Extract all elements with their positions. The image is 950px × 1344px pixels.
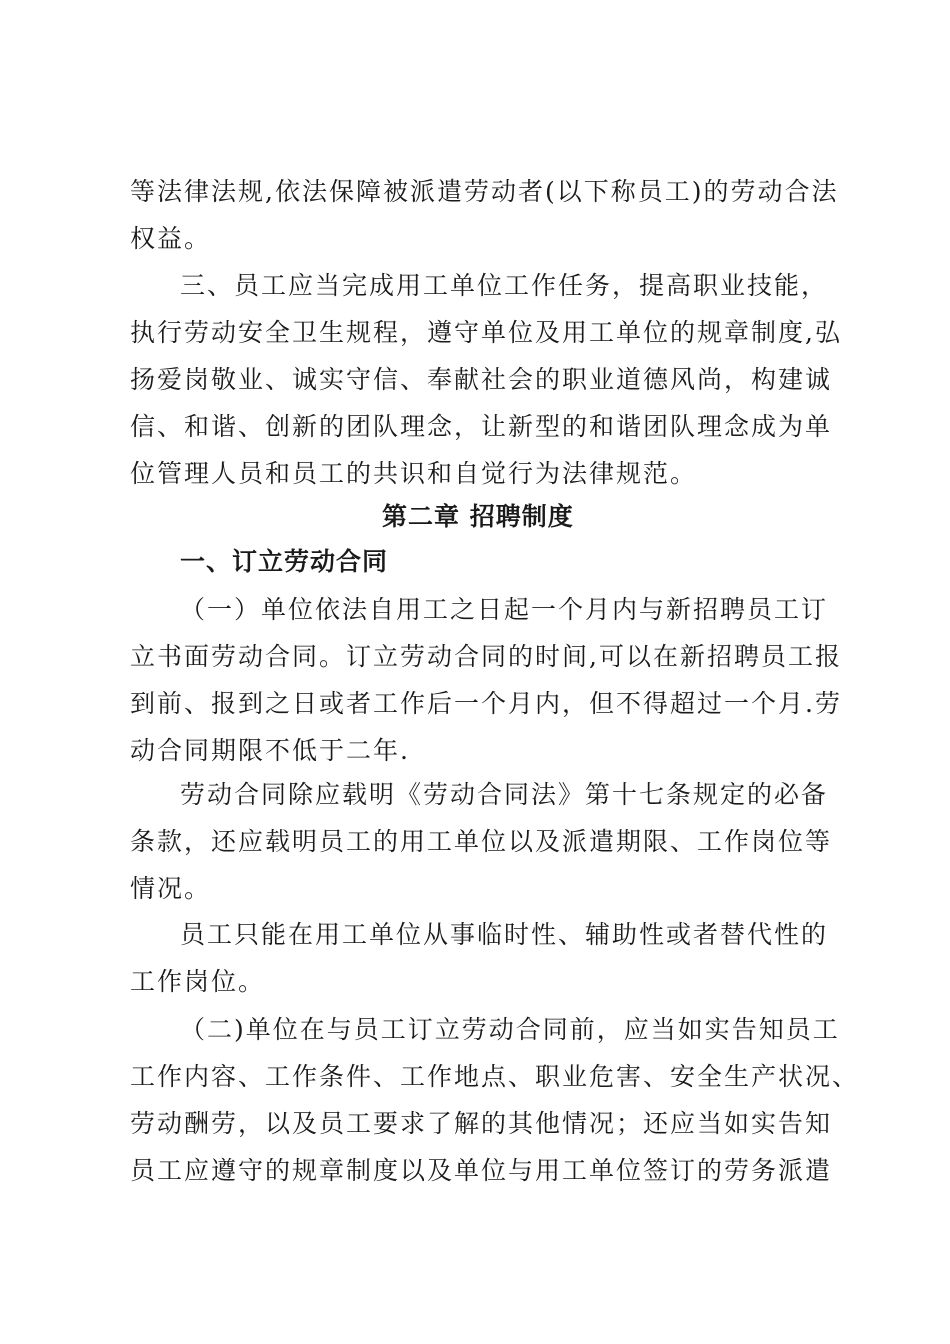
paragraph-1-line-2: 权益。	[130, 224, 212, 253]
paragraph-2-line-5: 位管理人员和员工的共识和自觉行为法律规范。	[130, 459, 698, 488]
chapter-title: 第二章 招聘制度	[382, 502, 574, 531]
paragraph-5-line-1: 员工只能在用工单位从事临时性、辅助性或者替代性的	[180, 920, 829, 949]
paragraph-5-line-2: 工作岗位。	[130, 967, 266, 996]
paragraph-6-line-2: 工作内容、工作条件、工作地点、职业危害、安全生产状况、	[130, 1062, 860, 1091]
paragraph-6-line-1: （二)单位在与员工订立劳动合同前，应当如实告知员工	[180, 1015, 840, 1044]
paragraph-6-line-4: 员工应遵守的规章制度以及单位与用工单位签订的劳务派遣	[130, 1156, 833, 1185]
paragraph-3-line-3: 到前、报到之日或者工作后一个月内，但不得超过一个月.劳	[130, 689, 842, 718]
paragraph-3-line-4: 动合同期限不低于二年.	[130, 736, 410, 765]
paragraph-3-line-2: 立书面劳动合同。订立劳动合同的时间,可以在新招聘员工报	[130, 642, 842, 671]
paragraph-3-line-1: （一）单位依法自用工之日起一个月内与新招聘员工订	[180, 595, 829, 624]
paragraph-2-line-3: 扬爱岗敬业、诚实守信、奉献社会的职业道德风尚，构建诚	[130, 365, 833, 394]
paragraph-2-line-2: 执行劳动安全卫生规程，遵守单位及用工单位的规章制度,弘	[130, 318, 842, 347]
paragraph-1-line-1: 等法律法规,依法保障被派遣劳动者(以下称员工)的劳动合法	[130, 177, 839, 206]
paragraph-6-line-3: 劳动酬劳，以及员工要求了解的其他情况；还应当如实告知	[130, 1109, 833, 1138]
paragraph-4-line-1: 劳动合同除应载明《劳动合同法》第十七条规定的必备	[180, 780, 829, 809]
paragraph-2-line-1: 三、员工应当完成用工单位工作任务，提高职业技能，	[180, 271, 829, 300]
section-title: 一、订立劳动合同	[180, 547, 389, 576]
paragraph-4-line-2: 条款，还应载明员工的用工单位以及派遣期限、工作岗位等	[130, 827, 833, 856]
paragraph-2-line-4: 信、和谐、创新的团队理念，让新型的和谐团队理念成为单	[130, 412, 833, 441]
paragraph-4-line-3: 情况。	[130, 874, 212, 903]
